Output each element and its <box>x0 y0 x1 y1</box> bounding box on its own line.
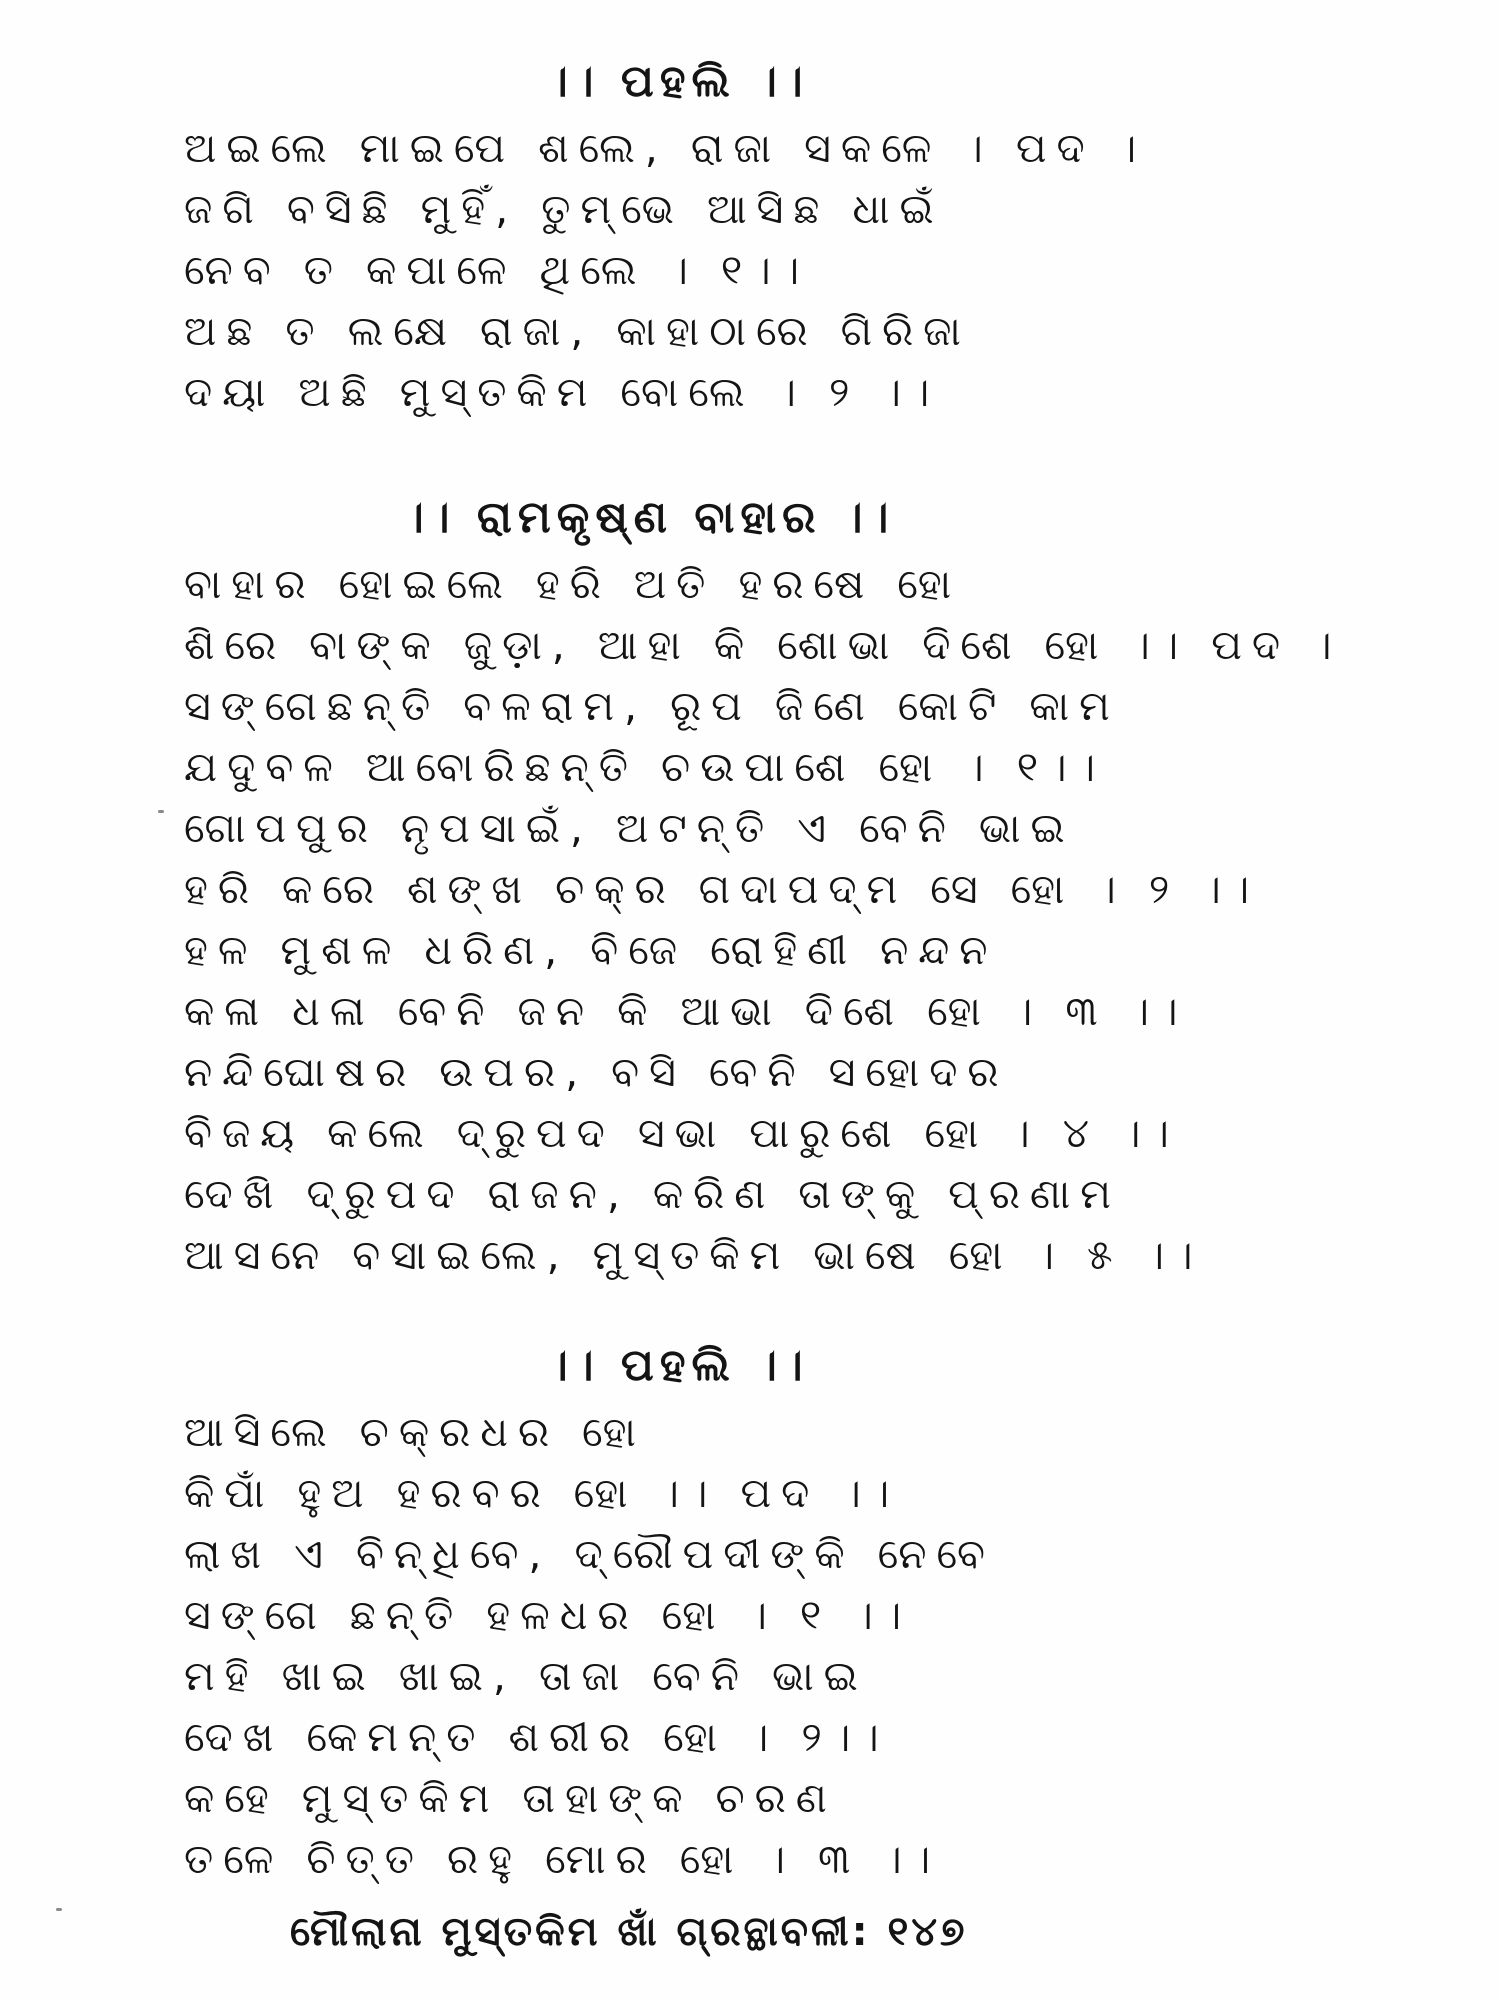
verse-line: ଦେଖି ଦ୍ରୁପଦ ରାଜନ, କରିଣ ତାଙ୍କୁ ପ୍ରଣାମ <box>184 1170 1121 1218</box>
verse-line: ଦେଖ କେମନ୍ତ ଶରୀର ହୋ । ୨।। <box>184 1713 889 1761</box>
verse-line: କିପାଁ ହୁଅ ହରବର ହୋ ।। ପଦ ।। <box>184 1469 900 1517</box>
section-heading-pahali-1: ।। ପହଲି ।। <box>548 56 809 107</box>
verse-line: ଆସନେ ବସାଇଲେ, ମୁସ୍ତକିମ ଭାଷେ ହୋ । ୫ ।। <box>184 1231 1203 1279</box>
verse-line: କହେ ମୁସ୍ତକିମ ତାହାଙ୍କ ଚରଣ <box>184 1774 837 1822</box>
scan-speck <box>56 1908 62 1911</box>
scan-speck <box>158 810 164 813</box>
verse-line: ଶିରେ ବାଙ୍କ ଜୁଡ଼ା, ଆହା କି ଶୋଭା ଦିଶେ ହୋ ।। ପଦ । <box>184 621 1342 669</box>
verse-line: ଲାଖ ଏ ବିନ୍ଧିବେ, ଦ୍ରୌପଦୀଙ୍କି ନେବେ <box>184 1530 995 1578</box>
verse-line: ଆସିଲେ ଚକ୍ରଧର ହୋ <box>184 1408 646 1456</box>
verse-block-3 <box>184 1402 995 1890</box>
verse-line: ତଳେ ଚିତ୍ତ ରହୁ ମୋର ହୋ । ୩ ।। <box>184 1835 941 1883</box>
verse-line: ବିଜୟ କଲେ ଦ୍ରୁପଦ ସଭା ପାରୁଶେ ହୋ । ୪ ।। <box>184 1109 1179 1157</box>
verse-line: ଅଛ ତ ଲକ୍ଷେ ରାଜା, କାହାଠାରେ ଗିରିଜା <box>184 307 971 355</box>
section-heading-ramakrishna-bahara: ।। ରାମକୃଷ୍ଣ ବାହାର ।। <box>404 492 895 543</box>
verse-line: ଜଗି ବସିଛି ମୁହିଁ, ତୁମ୍ଭେ ଆସିଛ ଧାଇଁ <box>184 185 944 233</box>
verse-line: କଳା ଧଳା ବେନି ଜନ କି ଆଭା ଦିଶେ ହୋ । ୩ ।। <box>184 987 1188 1035</box>
page-footer: ମୌଲାନା ମୁସ୍ତକିମ ଖାଁ ଗ୍ରନ୍ଥାବଳୀ: ୧୪୭ <box>290 1909 968 1955</box>
verse-line: ସଙ୍ଗେ ଛନ୍ତି ହଳଧର ହୋ । ୧ ।। <box>184 1591 912 1639</box>
verse-line: ହଳ ମୁଶଳ ଧରିଣ, ବିଜେ ରୋହିଣୀ ନନ୍ଦନ <box>184 926 998 974</box>
verse-line: ଅଇଲେ ମାଇପେ ଶଲେ, ରାଜା ସକଳେ । ପଦ । <box>184 124 1147 172</box>
verse-block-2 <box>184 554 1342 1286</box>
verse-block-1 <box>184 118 1146 423</box>
verse-line: ମହି ଖାଇ ଖାଇ, ତାଜା ବେନି ଭାଇ <box>184 1652 868 1700</box>
verse-line: ନେବ ତ କପାଳେ ଥିଲେ । ୧।। <box>184 246 810 294</box>
verse-line: ସଙ୍ଗେଛନ୍ତି ବଳରାମ, ରୂପ ଜିଣେ କୋଟି କାମ <box>184 682 1120 730</box>
verse-line: ହରି କରେ ଶଙ୍ଖ ଚକ୍ର ଗଦାପଦ୍ମ ସେ ହୋ । ୨ ।। <box>184 865 1260 913</box>
verse-line: ଗୋପପୁର ନୃପସାଇଁ, ଅଟନ୍ତି ଏ ବେନି ଭାଇ <box>184 804 1075 852</box>
verse-line: ଯଦୁବଳ ଆବୋରିଛନ୍ତି ଚଉପାଶେ ହୋ । ୧।। <box>184 743 1106 791</box>
verse-line: ନନ୍ଦିଘୋଷର ଉପର, ବସି ବେନି ସହୋଦର <box>184 1048 1009 1096</box>
verse-line: ବାହାର ହୋଇଲେ ହରି ଅତି ହରଷେ ହୋ <box>184 560 962 608</box>
verse-line: ଦୟା ଅଛି ମୁସ୍ତକିମ ବୋଲେ । ୨ ।। <box>184 368 940 416</box>
section-heading-pahali-2: ।। ପହଲି ।। <box>548 1340 809 1391</box>
